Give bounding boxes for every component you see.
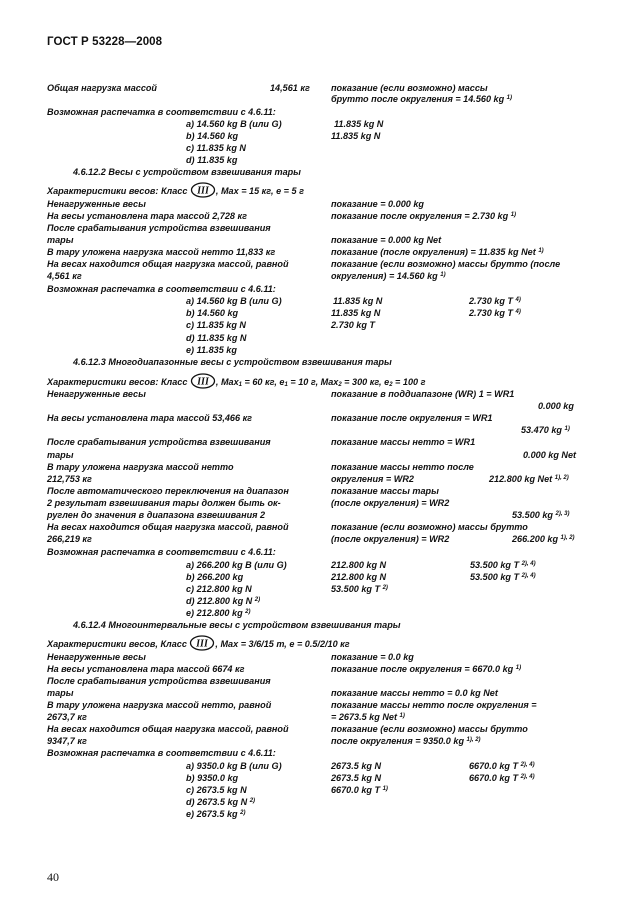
- text-line: c) 11.835 kg N: [186, 143, 246, 153]
- text-line: e) 2673.5 kg $^{2)}$: [186, 809, 246, 819]
- text-line: В тару уложена нагрузка массой нетто, равной: [47, 700, 272, 710]
- svg-text:III: III: [197, 376, 209, 388]
- text-line: 2.730 kg T $^{4)}$: [469, 296, 521, 306]
- standard-header: ГОСТ Р 53228—2008: [47, 36, 163, 48]
- text-line: 9347,7 кг: [47, 736, 87, 746]
- text-line: В тару уложена нагрузка массой нетто 11,833 кг: [47, 247, 276, 257]
- text-line: показание (если возможно) массы брутто (после: [331, 259, 561, 269]
- text-line: 212,753 кг: [47, 474, 92, 484]
- text-line: 53.500 kg $^{2), 3)}$: [512, 510, 570, 520]
- text-line: На весах находится общая нагрузка массой, равной: [47, 259, 289, 269]
- text-line: 266.200 kg $^{1), 2)}$: [512, 534, 575, 544]
- text-line: показание после округления = WR1: [331, 413, 493, 423]
- text-line: После срабатывания устройства взвешивания: [47, 676, 271, 686]
- text-line: показание (если возможно) массы брутто: [331, 724, 528, 734]
- text-line: 2673.5 kg N: [331, 773, 382, 783]
- text-line: Возможная распечатка в соответствии с 4.6.11:: [47, 284, 276, 294]
- text-line: d) 11.835 kg N: [186, 333, 247, 343]
- text-line: e) 212.800 kg $^{2)}$: [186, 608, 251, 618]
- text-line: показание (если возможно) массы брутто: [331, 522, 528, 532]
- section-heading: 4.6.12.3 Многодиапазонные весы с устройством взвешивания тары: [73, 357, 392, 367]
- text-line: a) 14.560 kg B (или G): [186, 119, 282, 129]
- text-line: 212.800 kg N: [331, 572, 387, 582]
- text-line: показание массы нетто после округления =: [331, 700, 537, 710]
- text-line: тары: [47, 235, 74, 245]
- text-line: 6670.0 kg T $^{2), 4)}$: [469, 761, 535, 771]
- text-line: b) 266.200 kg: [186, 572, 244, 582]
- text-line: 11.835 kg N: [331, 131, 381, 141]
- characteristics-line: Характеристики весов: Класс III , Max = 15 кг, e = 5 г: [47, 182, 304, 200]
- characteristics-line: Характеристики весов, Класс III , Max = 3/6/15 т, e = 0.5/2/10 кг: [47, 635, 350, 653]
- text-line: a) 14.560 kg B (или G): [186, 296, 282, 306]
- text-line: показание массы нетто после: [331, 462, 474, 472]
- text-line: после округления = 9350.0 kg $^{1), 2)}$: [331, 736, 481, 746]
- text-line: тары: [47, 688, 74, 698]
- text-line: 11.835 kg N: [334, 119, 384, 129]
- text-line: 212.800 kg Net $^{1), 2)}$: [489, 474, 569, 484]
- text-line: На весы установлена тара массой 2,728 кг: [47, 211, 247, 221]
- text-line: показание массы нетто = 0.0 kg Net: [331, 688, 498, 698]
- text-line: 0.000 kg Net: [523, 450, 577, 460]
- text-line: 0.000 kg: [538, 401, 574, 411]
- text-line: c) 2673.5 kg N: [186, 785, 247, 795]
- text-line: показание массы тары: [331, 486, 439, 496]
- text-line: 11.835 kg N: [333, 296, 383, 306]
- text-line: 11.835 kg N: [331, 308, 381, 318]
- text-line: показание массы нетто = WR1: [331, 437, 476, 447]
- text-line: Общая нагрузка массой: [47, 83, 157, 93]
- svg-text:III: III: [197, 185, 209, 197]
- text-line: тары: [47, 450, 74, 460]
- section-heading: 4.6.12.4 Многоинтервальные весы с устройством взвешивания тары: [73, 620, 401, 630]
- text-line: 14,561 кг: [270, 83, 310, 93]
- section-heading: 4.6.12.2 Весы с устройством взвешивания тары: [73, 167, 301, 177]
- text-line: показание (если возможно) массы: [331, 83, 488, 93]
- text-line: 2673.5 kg N: [331, 761, 382, 771]
- text-line: брутто после округления = 14.560 kg $^{1)}$: [331, 94, 513, 104]
- text-line: = 2673.5 kg Net $^{1)}$: [331, 712, 405, 722]
- text-line: c) 11.835 kg N: [186, 320, 246, 330]
- text-line: b) 14.560 kg: [186, 131, 239, 141]
- text-line: a) 9350.0 kg B (или G): [186, 761, 282, 771]
- accuracy-class-icon: [190, 182, 216, 200]
- text-line: b) 9350.0 kg: [186, 773, 239, 783]
- text-line: 2.730 kg T: [331, 320, 375, 330]
- text-line: Ненагруженные весы: [47, 199, 146, 209]
- text-line: 212.800 kg N: [331, 560, 387, 570]
- text-line: Ненагруженные весы: [47, 389, 146, 399]
- text-line: Возможная распечатка в соответствии с 4.6.11:: [47, 107, 276, 117]
- text-line: После автоматического переключения на диапазон: [47, 486, 289, 496]
- text-line: 6670.0 kg T $^{2), 4)}$: [469, 773, 535, 783]
- text-line: После срабатывания устройства взвешивания: [47, 223, 271, 233]
- page-number: 40: [47, 870, 59, 884]
- text-line: показание = 0.000 kg Net: [331, 235, 442, 245]
- text-line: руглен до значения в диапазона взвешивания 2: [47, 510, 266, 520]
- text-line: На весы установлена тара массой 6674 кг: [47, 664, 245, 674]
- text-line: 2.730 kg T $^{4)}$: [469, 308, 521, 318]
- text-line: показание = 0.0 kg: [331, 652, 414, 662]
- text-line: 53.470 kg $^{1)}$: [521, 425, 570, 435]
- text-line: 266,219 кг: [47, 534, 92, 544]
- text-line: 53.500 kg T $^{2), 4)}$: [470, 560, 536, 570]
- text-line: d) 11.835 kg: [186, 155, 238, 165]
- text-line: e) 11.835 kg: [186, 345, 237, 355]
- text-line: На весы установлена тара массой 53,466 кг: [47, 413, 253, 423]
- text-line: c) 212.800 kg N: [186, 584, 252, 594]
- accuracy-class-icon: [190, 373, 216, 391]
- text-line: округления) = 14.560 kg $^{1)}$: [331, 271, 446, 281]
- text-line: 53.500 kg T $^{2), 4)}$: [470, 572, 536, 582]
- text-line: b) 14.560 kg: [186, 308, 239, 318]
- text-line: a) 266.200 kg B (или G): [186, 560, 287, 570]
- characteristics-line: Характеристики весов: Класс III , Max$_1$ = 60 кг, $e_1 = 10$ г, Max$_2$ = 300 кг, $e_2 = 100$ г: [47, 373, 425, 391]
- text-line: В тару уложена нагрузка массой нетто: [47, 462, 234, 472]
- svg-text:III: III: [196, 638, 209, 650]
- text-line: округления = WR2: [331, 474, 414, 484]
- text-line: Ненагруженные весы: [47, 652, 146, 662]
- text-line: показание после округления = 2.730 kg $^{1)}$: [331, 211, 517, 221]
- text-line: 2 результат взвешивания тары должен быть ок-: [47, 498, 281, 508]
- text-line: 4,561 кг: [47, 271, 82, 281]
- text-line: показание в поддиапазоне (WR) 1 = WR1: [331, 389, 515, 399]
- text-line: d) 212.800 kg N $^{2)}$: [186, 596, 261, 606]
- text-line: (после округления) = WR2: [331, 498, 450, 508]
- text-line: На весах находится общая нагрузка массой, равной: [47, 522, 289, 532]
- text-line: Возможная распечатка в соответствии с 4.6.11:: [47, 547, 276, 557]
- text-line: После срабатывания устройства взвешивания: [47, 437, 271, 447]
- text-line: показание = 0.000 kg: [331, 199, 424, 209]
- text-line: 2673,7 кг: [47, 712, 87, 722]
- text-line: На весах находится общая нагрузка массой, равной: [47, 724, 289, 734]
- text-line: d) 2673.5 kg N $^{2)}$: [186, 797, 256, 807]
- text-line: (после округления) = WR2: [331, 534, 450, 544]
- accuracy-class-icon: [189, 635, 215, 653]
- text-line: показание (после округления) = 11.835 kg Net $^{1)}$: [331, 247, 544, 257]
- text-line: 6670.0 kg T $^{1)}$: [331, 785, 388, 795]
- text-line: показание после округления = 6670.0 kg $^{1)}$: [331, 664, 522, 674]
- text-line: 53.500 kg T $^{2)}$: [331, 584, 388, 594]
- text-line: Возможная распечатка в соответствии с 4.6.11:: [47, 748, 276, 758]
